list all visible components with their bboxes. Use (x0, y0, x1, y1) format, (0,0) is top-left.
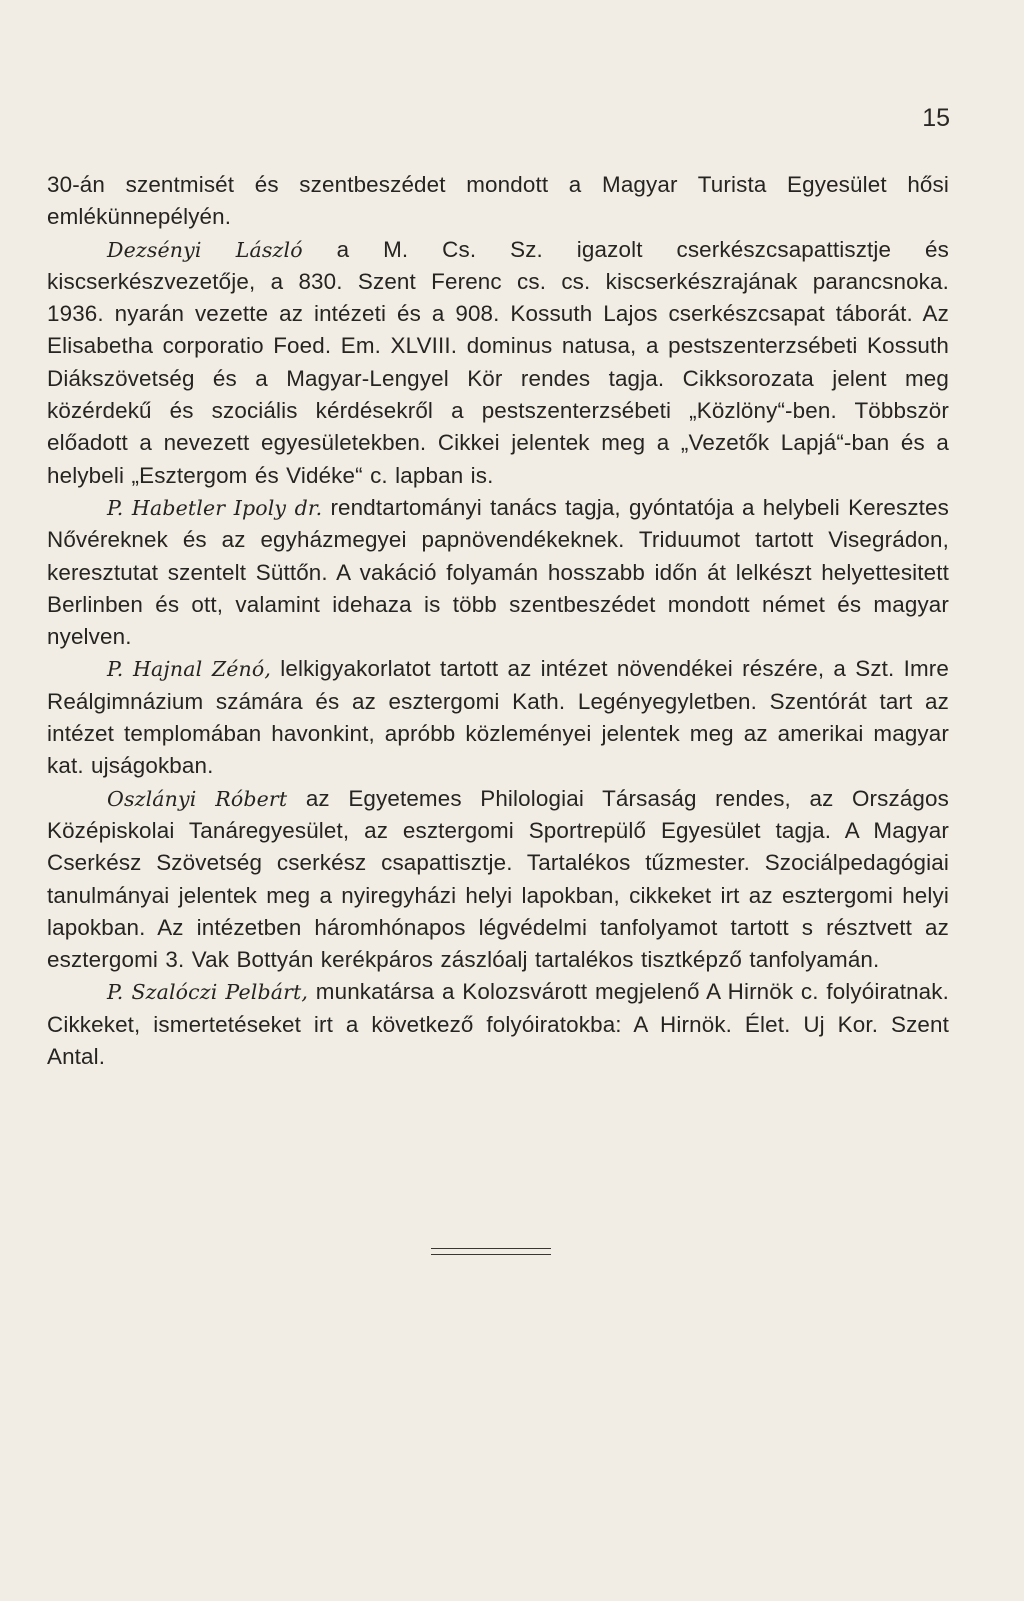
section-divider-bottom (431, 1254, 551, 1255)
paragraph-5-text: az Egyetemes Philologiai Társaság rendes, az Országos Középiskolai Tanáregyesület, az esztergomi Sportrepülő Egyesület tagja. A Magyar Cserkész Szövetség cserkész csapattisztje. Tartalékos tűzmester. Szociálpedagógiai tanulmányai jelentek meg a nyiregyházi helyi lapokban, cikkeket irt az esztergomi helyi lapokban. Az intézetben háromhónapos légvédelmi tanfolyamot tartott s résztvett az esztergomi 3. Vak Bottyán kerékpáros zászlóalj tartalékos tisztképző tanfolyamán. (47, 785, 949, 973)
page-number: 15 (922, 104, 950, 132)
person-name-oszlanyi: Oszlányi Róbert (107, 786, 288, 811)
section-divider-top (431, 1248, 551, 1249)
person-name-habetler: P. Habetler Ipoly dr. (107, 495, 323, 520)
paragraph-2 (47, 234, 949, 492)
paragraph-2-text: a M. Cs. Sz. igazolt cserkészcsapattisztje és kiscserkészvezetője, a 830. Szent Ferenc cs. cs. kiscserkészrajának parancsnoka. 1936. nyarán vezette az intézeti és a 908. Kossuth Lajos cserkészcsapat táborát. Az Elisabetha corporatio Foed. Em. XLVIII. dominus natusa, a pestszenterzsébeti Kossuth Diákszövetség és a Magyar-Lengyel Kör rendes tagja. Cikksorozata jelent meg közérdekű és szociális kérdésekről a pestszenterzsébeti „Közlöny“-ben. Többször előadott a nevezett egyesületekben. Cikkei jelentek meg a „Vezetők Lapjá“-ban és a helybeli „Esztergom és Vidéke“ c. lapban is. (47, 236, 950, 488)
paragraph-3-text: rendtartományi tanács tagja, gyóntatója a helybeli Keresztes Nővéreknek és az egyházmegyei papnövendékeknek. Triduumot tartott Visegrádon, keresztutat szentelt Süttőn. A vakáció folyamán hosszabb időn át lelkészt helyettesitett Berlinben és ott, valamint idehaza is több szentbeszédet mondott német és magyar nyelven. (47, 494, 949, 650)
person-name-szaloczi: P. Szalóczi Pelbárt, (107, 980, 309, 1005)
person-name-dezsenyi: Dezsényi László (107, 237, 303, 262)
paragraph-1-text: 30-án szentmisét és szentbeszédet mondott a Magyar Turista Egyesület hősi emlékünnepélyén. (47, 172, 949, 230)
paragraph-6 (47, 976, 949, 1073)
body-text (47, 169, 949, 1073)
paragraph-3 (47, 492, 949, 653)
paragraph-4 (47, 653, 949, 782)
paragraph-6-text: munkatársa a Kolozsvárott megjelenő A Hirnök c. folyóiratnak. Cikkeket, ismertetéseket irt a következő folyóiratokba: A Hirnök. Élet. Uj Kor. Szent Antal. (47, 979, 950, 1070)
paragraph-1 (47, 169, 949, 234)
paragraph-5 (47, 783, 949, 977)
paragraph-4-text: lelkigyakorlatot tartott az intézet növendékei részére, a Szt. Imre Reálgimnázium számára és az esztergomi Kath. Legényegyletben. Szentórát tart az intézet templomában havonkint, apróbb közleményei jelentek meg az amerikai magyar kat. ujságokban. (47, 656, 950, 779)
person-name-hajnal: P. Hajnal Zénó, (107, 657, 272, 682)
